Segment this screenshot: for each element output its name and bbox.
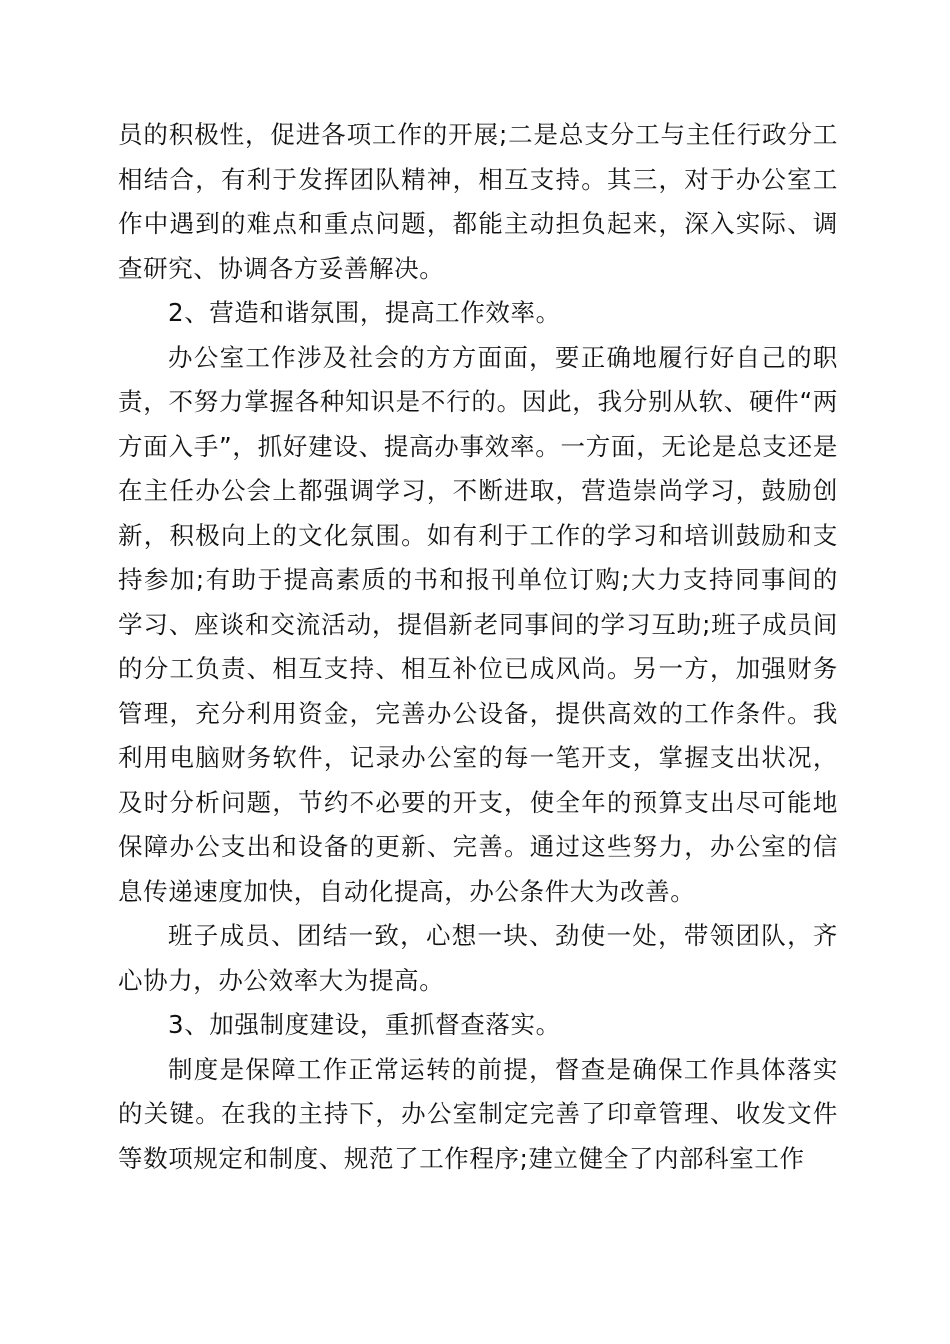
paragraph-continuation: 员的积极性，促进各项工作的开展;二是总支分工与主任行政分工相结合，有利于发挥团队精神，相互支持。其三，对于办公室工作中遇到的难点和重点问题，都能主动担负起来，深入实际、调查研究、协调各方妥善解决。 <box>118 120 838 283</box>
paragraph-efficiency: 办公室工作涉及社会的方方面面，要正确地履行好自己的职责，不努力掌握各种知识是不行的。因此，我分别从软、硬件“两方面入手”，抓好建设、提高办事效率。一方面，无论是总支还是在主任办公会上都强调学习，不断进取，营造崇尚学习，鼓励创新，积极向上的文化氛围。如有利于工作的学习和培训鼓励和支持参加;有助于提高素质的书和报刊单位订购;大力支持同事间的学习、座谈和交流活动，提倡新老同事间的学习互助;班子成员间的分工负责、相互支持、相互补位已成风尚。另一方，加强财务管理，充分利用资金，完善办公设备，提供高效的工作条件。我利用电脑财务软件，记录办公室的每一笔开支，掌握支出状况，及时分析问题，节约不必要的开支，使全年的预算支出尽可能地保障办公支出和设备的更新、完善。通过这些努力，办公室的信息传递速度加快，自动化提高，办公条件大为改善。 <box>118 342 838 906</box>
document-page <box>118 113 838 1181</box>
section-heading-2: 2、营造和谐氛围，提高工作效率。 <box>168 298 561 327</box>
section-heading-3: 3、加强制度建设，重抓督查落实。 <box>168 1010 561 1039</box>
paragraph-system: 制度是保障工作正常运转的前提，督查是确保工作具体落实的关键。在我的主持下，办公室制定完善了印章管理、收发文件等数项规定和制度、规范了工作程序;建立健全了内部科室工作 <box>118 1054 838 1173</box>
paragraph-team: 班子成员、团结一致，心想一块、劲使一处，带领团队，齐心协力，办公效率大为提高。 <box>118 921 838 995</box>
